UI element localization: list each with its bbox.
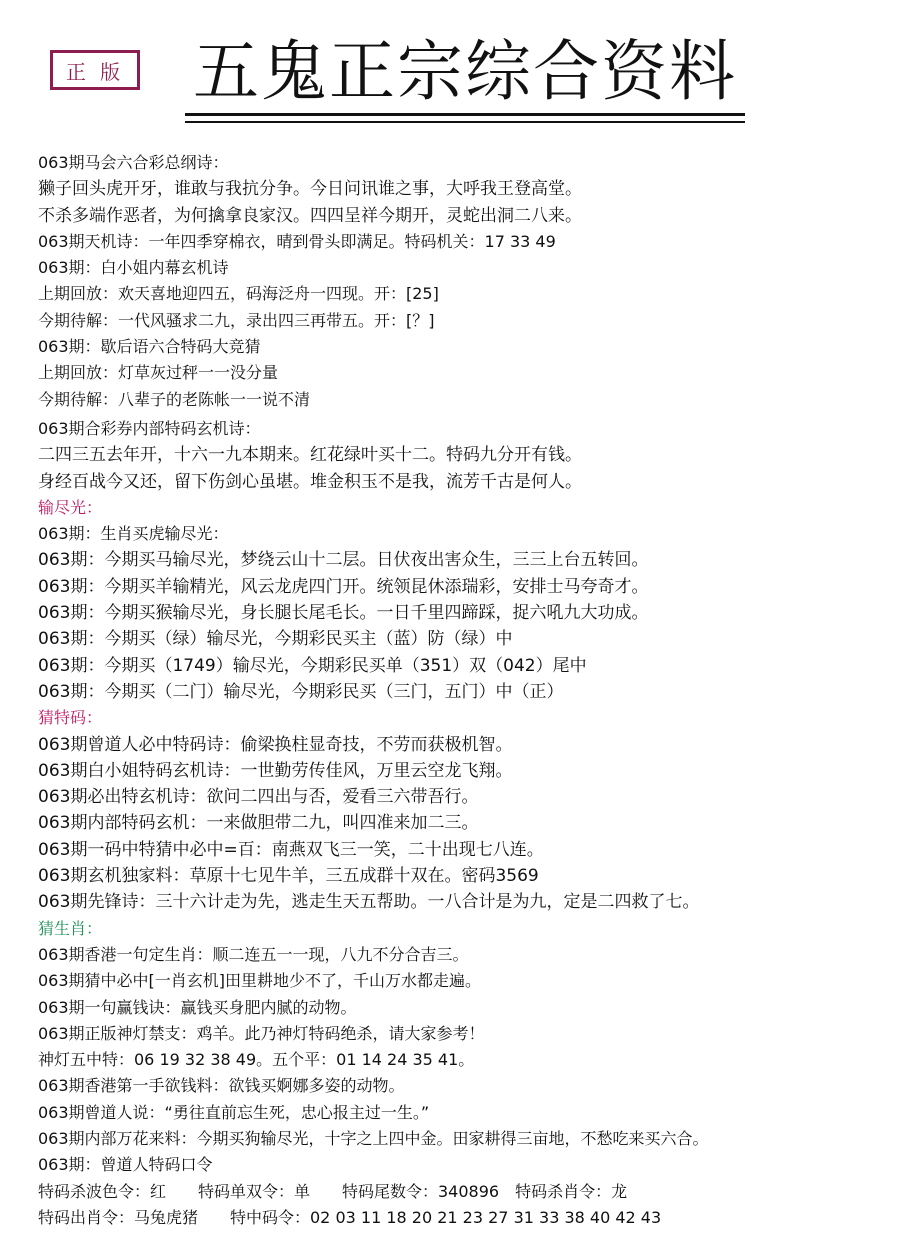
title-underline: [185, 113, 745, 116]
text-line: 063期一码中特猜中必中=百：南燕双飞三一笑，二十出现七八连。: [38, 839, 544, 860]
text-line: 063期一句赢钱诀：赢钱买身肥内腻的动物。: [38, 997, 357, 1017]
text-line: 063期：曾道人特码口令: [38, 1155, 213, 1175]
page-title: 五鬼正宗综合资料: [193, 33, 737, 110]
text-line: 神灯五中特：06 19 32 38 49。五个平：01 14 24 35 41。: [38, 1050, 475, 1070]
text-line: 063期：今期买（二门）输尽光，今期彩民买（三门，五门）中（正）: [38, 681, 564, 702]
section-heading-guess-special-number: 猜特码：: [38, 708, 103, 728]
text-line: 二四三五去年开，十六一九本期来。红花绿叶买十二。特码九分开有钱。: [38, 445, 582, 466]
text-line: 063期：白小姐内幕玄机诗: [38, 258, 229, 278]
text-line: 063期天机诗：一年四季穿棉衣，晴到骨头即满足。特码机关：17 33 49: [38, 231, 556, 251]
edition-badge: 正 版: [50, 50, 140, 90]
text-line: 063期：今期买（1749）输尽光，今期彩民买单（351）双（042）尾中: [38, 655, 587, 676]
document-body: [38, 150, 888, 1231]
section-heading-guess-zodiac: 猜生肖：: [38, 918, 103, 938]
text-line: 063期内部特码玄机：一来做胆带二九，叫四准来加二三。: [38, 813, 479, 834]
text-line: 特码杀波色令：红 特码单双令：单 特码尾数令：340896 特码杀肖令：龙: [38, 1181, 628, 1201]
text-line: 063期合彩券内部特码玄机诗：: [38, 418, 261, 438]
text-line: 063期香港一句定生肖：顺二连五一一现，八九不分合吉三。: [38, 944, 469, 964]
text-line: 063期白小姐特码玄机诗：一世勤劳传佳风，万里云空龙飞翔。: [38, 760, 513, 781]
text-line: 063期：今期买马输尽光，梦绕云山十二层。日伏夜出害众生，三三上台五转回。: [38, 550, 649, 571]
text-line: 063期：今期买羊输精光，风云龙虎四门开。统领昆休添瑞彩，安排士马夸奇才。: [38, 576, 649, 597]
text-line: 063期：歇后语六合特码大竞猜: [38, 337, 261, 357]
text-line: 不杀多端作恶者，为何擒拿良家汉。四四呈祥今期开，灵蛇出洞二八来。: [38, 205, 582, 226]
text-line: 獭子回头虎开牙，谁敢与我抗分争。今日问讯谁之事，大呼我王登高堂。: [38, 179, 582, 200]
text-line: 上期回放：灯草灰过秤一一没分量: [38, 363, 279, 383]
text-line: 特码出肖令：马兔虎猪 特中码令：02 03 11 18 20 21 23 27 31 33 38 40 42 43: [38, 1207, 662, 1227]
title-underline-secondary: [185, 121, 745, 123]
text-line: 063期内部万花来料：今期买狗输尽光，十字之上四中金。田家耕得三亩地，不愁吃来买六合。: [38, 1128, 709, 1148]
text-line: 063期玄机独家料：草原十七见牛羊，三五成群十双在。密码3569: [38, 866, 539, 887]
text-line: 063期先锋诗：三十六计走为先，逃走生天五帮助。一八合计是为九，定是二四救了七。: [38, 892, 700, 913]
text-line: 063期必出特玄机诗：欲问二四出与否，爱看三六带吾行。: [38, 787, 479, 808]
text-line: 063期正版神灯禁支：鸡羊。此乃神灯特码绝杀，请大家参考！: [38, 1023, 485, 1043]
text-line: 今期待解：一代风骚求二九，录出四三再带五。开：[？]: [38, 310, 435, 330]
text-line: 063期：生肖买虎输尽光：: [38, 524, 229, 544]
text-line: 今期待解：八辈子的老陈帐一一说不清: [38, 389, 311, 409]
text-line: 上期回放：欢天喜地迎四五，码海泛舟一四现。开：[25]: [38, 284, 439, 304]
text-line: 063期猜中必中[一肖玄机]田里耕地少不了，千山万水都走遍。: [38, 971, 482, 991]
text-line: 身经百战今又还，留下伤剑心虽堪。堆金积玉不是我，流芳千古是何人。: [38, 471, 582, 492]
text-line: 063期：今期买猴输尽光，身长腿长尾毛长。一日千里四蹄踩，捉六吼九大功成。: [38, 603, 649, 624]
section-heading-lose-all: 输尽光：: [38, 497, 103, 517]
text-line: 063期曾道人必中特码诗：偷梁换柱显奇技，不劳而获极机智。: [38, 734, 513, 755]
text-line: 063期曾道人说：“勇往直前忘生死，忠心报主过一生。”: [38, 1102, 430, 1122]
text-line: 063期香港第一手欲钱料：欲钱买婀娜多姿的动物。: [38, 1076, 405, 1096]
text-line: 063期马会六合彩总纲诗：: [38, 153, 229, 172]
text-line: 063期：今期买（绿）输尽光，今期彩民买主（蓝）防（绿）中: [38, 629, 513, 650]
